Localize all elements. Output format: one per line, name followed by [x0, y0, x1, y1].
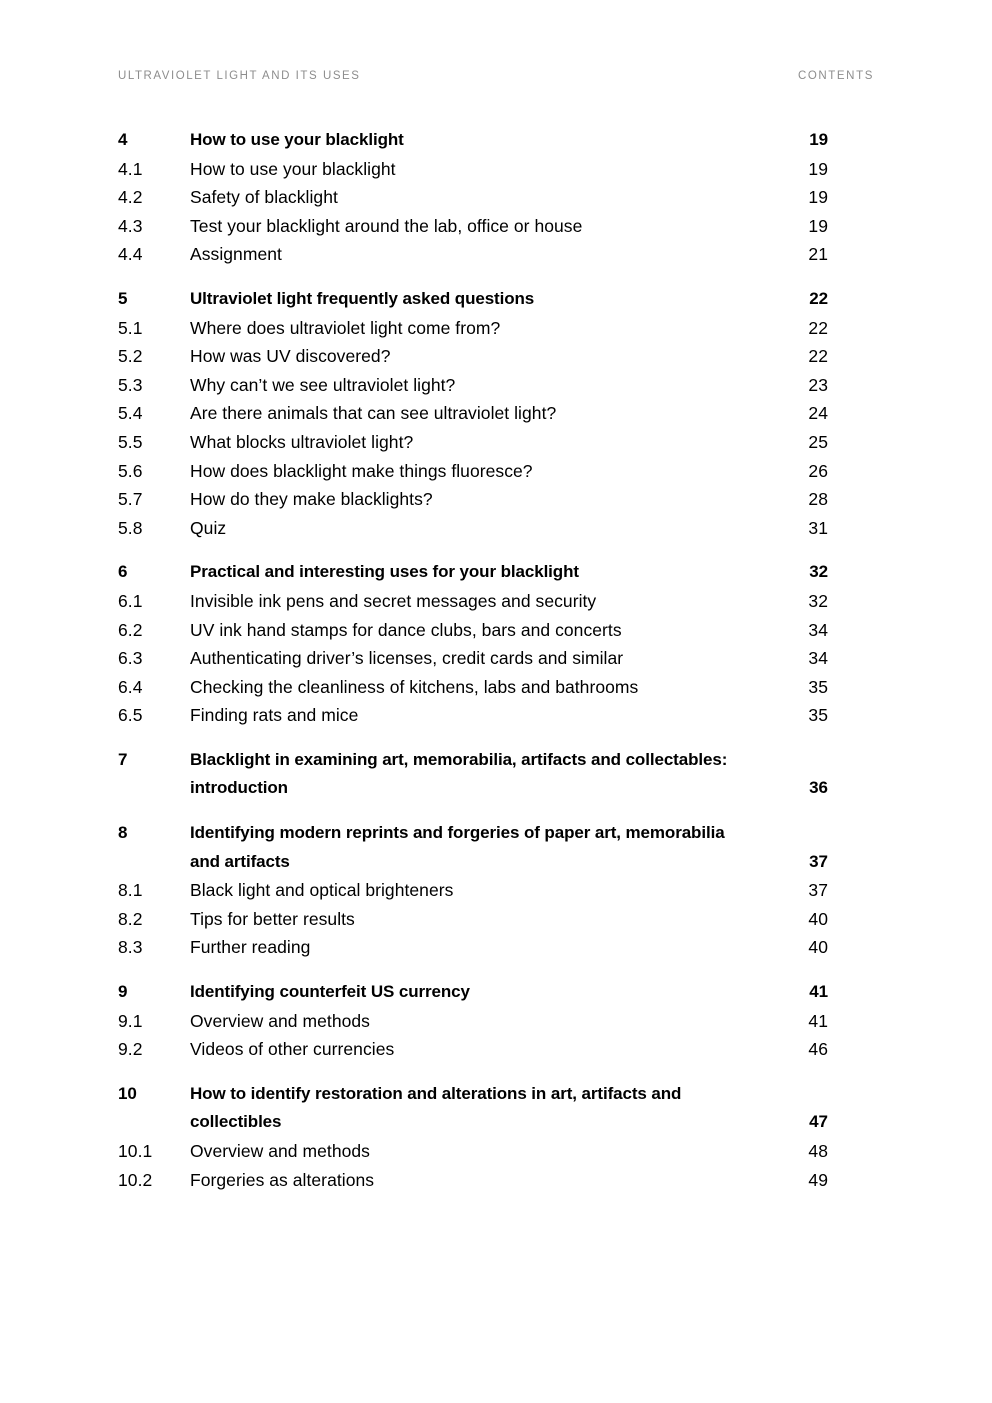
toc-entry-number: 5.1 — [118, 317, 143, 338]
running-head-book-title: ULTRAVIOLET LIGHT AND ITS USES — [118, 70, 361, 82]
table-of-contents — [118, 126, 828, 1194]
toc-chapter-number: 8 — [118, 823, 128, 843]
toc-chapter-row[interactable] — [118, 126, 828, 155]
toc-group — [118, 558, 828, 730]
toc-entry-page-number: 25 — [808, 431, 828, 452]
toc-entry-title[interactable]: Invisible ink pens and secret messages and security — [190, 590, 597, 611]
running-head-section-label: CONTENTS — [797, 70, 874, 82]
toc-entry-page-number: 19 — [808, 215, 828, 236]
toc-entry-title[interactable]: Authenticating driver’s licenses, credit cards and similar — [190, 648, 624, 669]
toc-entry-row[interactable] — [118, 905, 828, 934]
toc-entry-page-number: 23 — [808, 374, 828, 395]
toc-chapter-page-number: 37 — [809, 851, 828, 871]
toc-chapter-title-line-1: How to identify restoration and alterations in art, artifacts and — [190, 1083, 682, 1103]
toc-entry-number: 4.4 — [118, 244, 143, 265]
toc-entry-page-number: 21 — [808, 244, 828, 265]
toc-entry-row[interactable] — [118, 1137, 828, 1166]
toc-entry-number: 8.1 — [118, 880, 143, 901]
toc-entry-row[interactable] — [118, 1166, 828, 1195]
toc-entry-number: 9.2 — [118, 1039, 143, 1060]
toc-entry-title[interactable]: Finding rats and mice — [190, 705, 359, 726]
toc-entry-row[interactable] — [118, 240, 828, 269]
toc-entry-page-number: 19 — [808, 158, 828, 179]
toc-page-spacer — [788, 819, 828, 848]
toc-chapter-title[interactable]: Identifying counterfeit US currency — [190, 982, 470, 1002]
toc-chapter-number: 7 — [118, 749, 128, 769]
toc-chapter-title[interactable]: Ultraviolet light frequently asked questions — [190, 288, 535, 308]
toc-entry-page-number: 32 — [808, 590, 828, 611]
toc-entry-number: 5.2 — [118, 346, 143, 367]
toc-entry-title[interactable]: Overview and methods — [190, 1141, 370, 1161]
toc-chapter-title[interactable]: Practical and interesting uses for your blacklight — [190, 562, 579, 582]
toc-chapter-row[interactable] — [118, 558, 828, 587]
toc-chapter-page-number: 36 — [809, 778, 828, 798]
toc-entry-page-number: 49 — [808, 1169, 828, 1190]
toc-entry-page-number: 34 — [808, 619, 828, 640]
toc-entry-page-number: 22 — [808, 317, 828, 338]
toc-entry-row[interactable] — [118, 314, 828, 343]
toc-entry-number: 10.2 — [118, 1169, 153, 1190]
toc-page-spacer — [788, 1080, 828, 1109]
toc-entry-title[interactable]: Forgeries as alterations — [190, 1169, 375, 1190]
toc-entry-row[interactable] — [118, 1035, 828, 1064]
toc-chapter-title[interactable] — [190, 746, 788, 803]
toc-entry-row[interactable] — [118, 212, 828, 241]
toc-entry-title[interactable]: Where does ultraviolet light come from? — [190, 317, 501, 338]
toc-entry-number: 4.2 — [118, 187, 143, 208]
toc-chapter-row[interactable] — [118, 978, 828, 1007]
toc-entry-page-number: 35 — [808, 676, 828, 697]
toc-entry-title[interactable]: Overview and methods — [190, 1010, 370, 1031]
toc-entry-page-number: 24 — [808, 403, 828, 424]
toc-entry-page-number: 40 — [808, 937, 828, 958]
toc-entry-page-number: 48 — [808, 1141, 828, 1161]
toc-entry-number: 6.4 — [118, 676, 143, 697]
toc-entry-page-number: 41 — [808, 1010, 828, 1031]
toc-entry-title[interactable]: Quiz — [190, 517, 227, 538]
toc-entry-row[interactable] — [118, 933, 828, 962]
toc-entry-row[interactable] — [118, 701, 828, 730]
toc-chapter-page-number: 32 — [809, 562, 828, 582]
running-head — [118, 70, 874, 82]
toc-entry-title[interactable]: How does blacklight make things fluoresce? — [190, 460, 533, 481]
toc-entry-title[interactable]: Assignment — [190, 244, 282, 265]
toc-entry-page-number: 28 — [808, 489, 828, 510]
toc-entry-title[interactable]: Safety of blacklight — [190, 187, 338, 208]
toc-chapter-title-line-1: Blacklight in examining art, memorabilia, artifacts and collectables: — [190, 749, 728, 769]
toc-entry-title[interactable]: How do they make blacklights? — [190, 489, 433, 510]
toc-entry-title[interactable]: How was UV discovered? — [190, 346, 391, 367]
toc-chapter-page-column — [788, 746, 828, 803]
toc-page-spacer — [788, 746, 828, 775]
toc-entry-number: 6.1 — [118, 590, 143, 611]
toc-entry-number: 5.5 — [118, 431, 143, 452]
toc-entry-page-number: 19 — [808, 187, 828, 208]
toc-entry-number: 4.1 — [118, 158, 143, 179]
toc-entry-number: 6.5 — [118, 705, 143, 726]
toc-group — [118, 126, 828, 269]
toc-chapter-title[interactable]: How to use your blacklight — [190, 130, 404, 149]
toc-chapter-number: 6 — [118, 562, 128, 582]
toc-chapter-page-column — [788, 819, 828, 876]
toc-chapter-title-line-1: Identifying modern reprints and forgeries of paper art, memorabilia — [190, 823, 725, 843]
toc-chapter-number: 10 — [118, 1083, 137, 1103]
toc-entry-title[interactable]: Black light and optical brighteners — [190, 880, 454, 901]
toc-group — [118, 1080, 828, 1194]
toc-entry-page-number: 35 — [808, 705, 828, 726]
toc-chapter-row[interactable] — [118, 285, 828, 314]
toc-chapter-page-number: 41 — [809, 982, 828, 1002]
toc-entry-page-number: 34 — [808, 648, 828, 669]
toc-entry-row[interactable] — [118, 457, 828, 486]
toc-entry-page-number: 46 — [808, 1039, 828, 1060]
toc-entry-row[interactable] — [118, 485, 828, 514]
toc-entry-row[interactable] — [118, 673, 828, 702]
toc-entry-row[interactable] — [118, 183, 828, 212]
toc-entry-number: 5.8 — [118, 517, 143, 538]
toc-group — [118, 285, 828, 542]
toc-entry-page-number: 37 — [808, 880, 828, 901]
toc-entry-row[interactable] — [118, 1007, 828, 1036]
toc-entry-row[interactable] — [118, 514, 828, 543]
toc-entry-number: 6.3 — [118, 648, 143, 669]
toc-chapter-page-number: 47 — [809, 1112, 828, 1132]
toc-entry-row[interactable] — [118, 587, 828, 616]
toc-entry-row[interactable] — [118, 342, 828, 371]
toc-entry-row[interactable] — [118, 155, 828, 184]
toc-group — [118, 819, 828, 962]
toc-chapter-number: 4 — [118, 130, 128, 149]
toc-entry-title[interactable]: Why can’t we see ultraviolet light? — [190, 374, 456, 395]
toc-entry-number: 5.6 — [118, 460, 143, 481]
toc-entry-title[interactable]: Videos of other currencies — [190, 1039, 395, 1060]
toc-entry-page-number: 31 — [808, 517, 828, 538]
toc-entry-row[interactable] — [118, 371, 828, 400]
toc-chapter-title-line-2: collectibles — [190, 1112, 282, 1132]
toc-chapter-number: 5 — [118, 288, 128, 308]
toc-chapter-page-number: 19 — [809, 130, 828, 149]
toc-entry-number: 4.3 — [118, 215, 143, 236]
toc-group — [118, 746, 828, 803]
toc-chapter-row[interactable] — [118, 1080, 828, 1137]
toc-group — [118, 978, 828, 1064]
toc-entry-title[interactable]: Tips for better results — [190, 908, 355, 929]
toc-chapter-title[interactable] — [190, 819, 788, 876]
toc-chapter-number: 9 — [118, 982, 128, 1002]
toc-entry-number: 5.7 — [118, 489, 143, 510]
toc-entry-row[interactable] — [118, 399, 828, 428]
toc-entry-number: 8.2 — [118, 908, 143, 929]
toc-entry-title[interactable]: Are there animals that can see ultraviolet light? — [190, 403, 557, 424]
toc-chapter-row[interactable] — [118, 819, 828, 876]
toc-chapter-title-line-2: introduction — [190, 778, 288, 798]
toc-entry-title[interactable]: Checking the cleanliness of kitchens, labs and bathrooms — [190, 676, 639, 697]
toc-entry-row[interactable] — [118, 876, 828, 905]
toc-entry-row[interactable] — [118, 616, 828, 645]
toc-chapter-page-number: 22 — [809, 288, 828, 308]
toc-entry-page-number: 40 — [808, 908, 828, 929]
toc-entry-title[interactable]: Further reading — [190, 937, 311, 958]
toc-chapter-row[interactable] — [118, 746, 828, 803]
toc-entry-page-number: 26 — [808, 460, 828, 481]
toc-entry-title[interactable]: How to use your blacklight — [190, 158, 396, 179]
toc-entry-number: 6.2 — [118, 619, 143, 640]
toc-entry-title[interactable]: What blocks ultraviolet light? — [190, 431, 414, 452]
toc-entry-row[interactable] — [118, 428, 828, 457]
toc-entry-number: 9.1 — [118, 1010, 143, 1031]
toc-entry-number: 10.1 — [118, 1141, 153, 1161]
toc-entry-title[interactable]: Test your blacklight around the lab, office or house — [190, 215, 583, 236]
toc-chapter-page-column — [788, 1080, 828, 1137]
toc-entry-number: 8.3 — [118, 937, 143, 958]
toc-chapter-title[interactable] — [190, 1080, 788, 1137]
toc-entry-number: 5.3 — [118, 374, 143, 395]
toc-chapter-title-line-2: and artifacts — [190, 851, 290, 871]
toc-entry-title[interactable]: UV ink hand stamps for dance clubs, bars and concerts — [190, 619, 622, 640]
toc-entry-page-number: 22 — [808, 346, 828, 367]
toc-entry-number: 5.4 — [118, 403, 143, 424]
toc-entry-row[interactable] — [118, 644, 828, 673]
